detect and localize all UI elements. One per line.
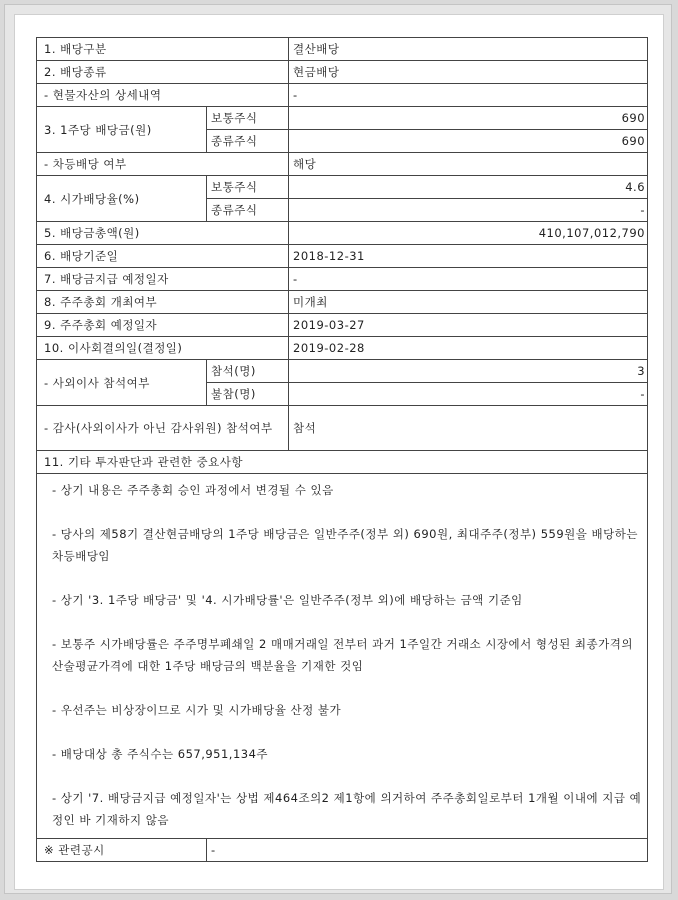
sub-label: 참석(명) <box>207 360 289 383</box>
row-label: - 감사(사외이사가 아닌 감사위원) 참석여부 <box>37 406 289 451</box>
document-page <box>14 14 664 890</box>
row-dividend-type <box>37 38 648 61</box>
row-label: 8. 주주총회 개최여부 <box>37 291 289 314</box>
row-value: 참석 <box>289 406 648 451</box>
note-item: - 상기 '3. 1주당 배당금' 및 '4. 시가배당률'은 일반주주(정부 외)에 배당하는 금액 기준임 <box>52 593 523 607</box>
sub-label: 종류주식 <box>207 199 289 222</box>
row-payment-date <box>37 268 648 291</box>
row-label: 2. 배당종류 <box>37 61 289 84</box>
sub-label: 보통주식 <box>207 107 289 130</box>
row-dps-common <box>37 107 648 130</box>
row-label: - 차등배당 여부 <box>37 153 289 176</box>
row-label: 3. 1주당 배당금(원) <box>37 107 207 153</box>
row-label: 6. 배당기준일 <box>37 245 289 268</box>
row-value: - <box>289 199 648 222</box>
row-dividend-kind <box>37 61 648 84</box>
sub-label: 보통주식 <box>207 176 289 199</box>
row-agm-held <box>37 291 648 314</box>
note-item: - 당사의 제58기 결산현금배당의 1주당 배당금은 일반주주(정부 외) 690원, 최대주주(정부) 559원을 배당하는 차등배당임 <box>52 527 638 563</box>
row-value: - <box>289 84 648 107</box>
row-in-kind-details <box>37 84 648 107</box>
row-auditor-attendance <box>37 406 648 451</box>
row-outside-directors-present <box>37 360 648 383</box>
row-board-resolution-date <box>37 337 648 360</box>
row-value: 2018-12-31 <box>289 245 648 268</box>
row-other-matters-notes <box>37 474 648 839</box>
row-value: 690 <box>289 130 648 153</box>
document-frame <box>4 4 672 894</box>
row-label: - 사외이사 참석여부 <box>37 360 207 406</box>
row-related-disclosure <box>37 839 648 862</box>
row-record-date <box>37 245 648 268</box>
row-label: 11. 기타 투자판단과 관련한 중요사항 <box>37 451 648 474</box>
dividend-disclosure-table <box>36 37 648 862</box>
row-label: ※ 관련공시 <box>37 839 207 862</box>
row-label: 5. 배당금총액(원) <box>37 222 289 245</box>
row-value: - <box>289 383 648 406</box>
row-value: 해당 <box>289 153 648 176</box>
row-value: - <box>289 268 648 291</box>
row-value: 3 <box>289 360 648 383</box>
row-value: 2019-03-27 <box>289 314 648 337</box>
row-value: 미개최 <box>289 291 648 314</box>
note-item: - 배당대상 총 주식수는 657,951,134주 <box>52 747 269 761</box>
row-value: 결산배당 <box>289 38 648 61</box>
row-label: 4. 시가배당율(%) <box>37 176 207 222</box>
row-label: 7. 배당금지급 예정일자 <box>37 268 289 291</box>
row-value: 4.6 <box>289 176 648 199</box>
note-item: - 우선주는 비상장이므로 시가 및 시가배당율 산정 불가 <box>52 703 342 717</box>
row-other-matters-heading <box>37 451 648 474</box>
row-label: - 현물자산의 상세내역 <box>37 84 289 107</box>
row-label: 10. 이사회결의일(결정일) <box>37 337 289 360</box>
note-item: - 상기 '7. 배당금지급 예정일자'는 상법 제464조의2 제1항에 의거하여 주주총회일로부터 1개월 이내에 지급 예정인 바 기재하지 않음 <box>52 791 642 827</box>
row-differential-dividend <box>37 153 648 176</box>
notes-cell <box>37 474 648 839</box>
row-total-dividend <box>37 222 648 245</box>
notes-list <box>37 474 647 838</box>
row-value: 410,107,012,790 <box>289 222 648 245</box>
sub-label: 종류주식 <box>207 130 289 153</box>
row-label: 9. 주주총회 예정일자 <box>37 314 289 337</box>
note-item: - 보통주 시가배당률은 주주명부폐쇄일 2 매매거래일 전부터 과거 1주일간 거래소 시장에서 형성된 최종가격의 산술평균가격에 대한 1주당 배당금의 백분율을 기재한 것임 <box>52 637 633 673</box>
note-item: - 상기 내용은 주주총회 승인 과정에서 변경될 수 있음 <box>52 483 334 497</box>
row-agm-date <box>37 314 648 337</box>
row-value: 2019-02-28 <box>289 337 648 360</box>
row-value: - <box>207 839 648 862</box>
row-value: 현금배당 <box>289 61 648 84</box>
row-label: 1. 배당구분 <box>37 38 289 61</box>
row-yield-common <box>37 176 648 199</box>
row-value: 690 <box>289 107 648 130</box>
sub-label: 불참(명) <box>207 383 289 406</box>
